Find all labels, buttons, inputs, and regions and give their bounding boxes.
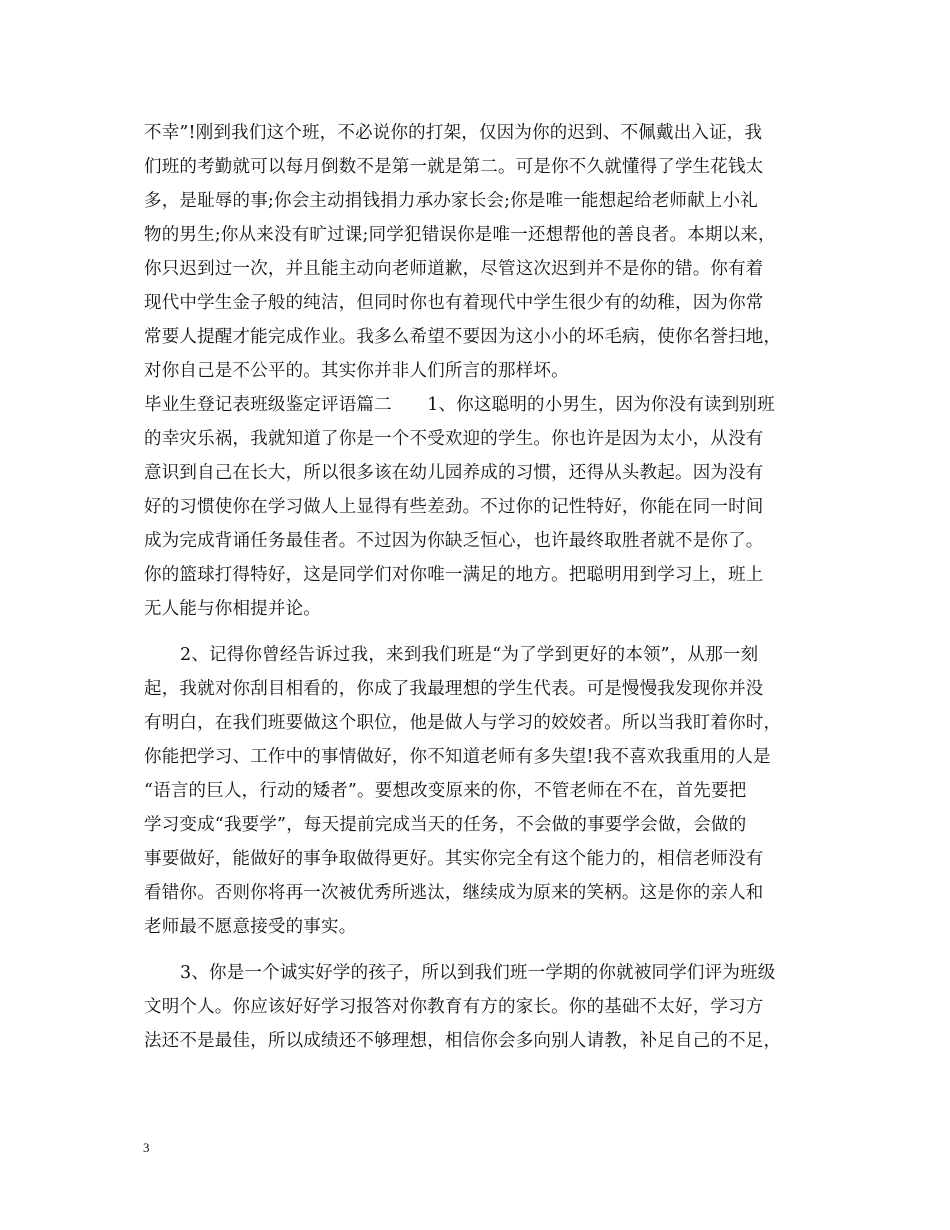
paragraph-4	[144, 956, 824, 1058]
text-line: 的幸灾乐祸，我就知道了你是一个不受欢迎的学生。你也许是因为太小，从没有	[144, 429, 764, 449]
text-line: “语言的巨人，行动的矮者”。要想改变原来的你，不管老师在不在，首先要把	[144, 781, 747, 801]
section-heading-line: 毕业生登记表班级鉴定评语篇二 1、你这聪明的小男生，因为你没有读到别班	[144, 395, 775, 415]
text-line: 意识到自己在长大，所以很多该在幼儿园养成的习惯，还得从头教起。因为没有	[144, 463, 764, 483]
text-line: 有明白，在我们班要做这个职位，他是做人与学习的姣姣者。所以当我盯着你时，	[144, 713, 782, 733]
paragraph-3	[144, 638, 824, 944]
text-line: 起，我就对你刮目相看的，你成了我最理想的学生代表。可是慢慢我发现你并没	[144, 679, 764, 699]
text-line: 你只迟到过一次，并且能主动向老师道歉，尽管这次迟到并不是你的错。你有着	[144, 259, 764, 279]
paragraph-gap	[144, 626, 824, 638]
text-line: 现代中学生金子般的纯洁，但同时你也有着现代中学生很少有的幼稚，因为你常	[144, 293, 764, 313]
text-line: 对你自己是不公平的。其实你并非人们所言的那样坏。	[144, 361, 569, 381]
text-line: 文明个人。你应该好好学习报答对你教育有方的家长。你的基础不太好，学习方	[144, 997, 764, 1017]
text-line: 2、记得你曾经告诉过我，来到我们班是“为了学到更好的本领”，从那一刻	[180, 645, 759, 665]
text-line: 看错你。否则你将再一次被优秀所逃汰，继续成为原来的笑柄。这是你的亲人和	[144, 883, 764, 903]
text-line: 你能把学习、工作中的事情做好，你不知道老师有多失望!我不喜欢我重用的人是	[144, 747, 771, 767]
text-line: 好的习惯使你在学习做人上显得有些差劲。不过你的记性特好，你能在同一时间	[144, 497, 764, 517]
text-line: 老师最不愿意接受的事实。	[144, 917, 357, 937]
paragraph-1	[144, 116, 824, 388]
text-line: 无人能与你相提并论。	[144, 599, 321, 619]
text-line: 成为完成背诵任务最佳者。不过因为你缺乏恒心，也许最终取胜者就不是你了。	[144, 531, 764, 551]
paragraph-2	[144, 388, 824, 626]
text-line: 你的篮球打得特好，这是同学们对你唯一满足的地方。把聪明用到学习上，班上	[144, 565, 764, 585]
text-line: 物的男生;你从来没有旷过课;同学犯错误你是唯一还想帮他的善良者。本期以来，	[144, 225, 776, 245]
text-line: 3、你是一个诚实好学的孩子，所以到我们班一学期的你就被同学们评为班级	[180, 963, 776, 983]
text-line: 事要做好，能做好的事争取做得更好。其实你完全有这个能力的，相信老师没有	[144, 849, 764, 869]
text-line: 不幸”!刚到我们这个班，不必说你的打架，仅因为你的迟到、不佩戴出入证，我	[144, 123, 763, 143]
page-number: 3	[143, 1140, 150, 1155]
paragraph-gap	[144, 944, 824, 956]
text-line: 们班的考勤就可以每月倒数不是第一就是第二。可是你不久就懂得了学生花钱太	[144, 157, 764, 177]
text-line: 学习变成“我要学”，每天提前完成当天的任务，不会做的事要学会做，会做的	[144, 815, 747, 835]
text-line: 法还不是最佳，所以成绩还不够理想，相信你会多向别人请教，补足自己的不足，	[144, 1031, 782, 1051]
document-body	[144, 116, 824, 1058]
text-line: 多，是耻辱的事;你会主动捐钱捐力承办家长会;你是唯一能想起给老师献上小礼	[144, 191, 758, 211]
text-line: 常要人提醒才能完成作业。我多么希望不要因为这小小的坏毛病，使你名誉扫地，	[144, 327, 782, 347]
